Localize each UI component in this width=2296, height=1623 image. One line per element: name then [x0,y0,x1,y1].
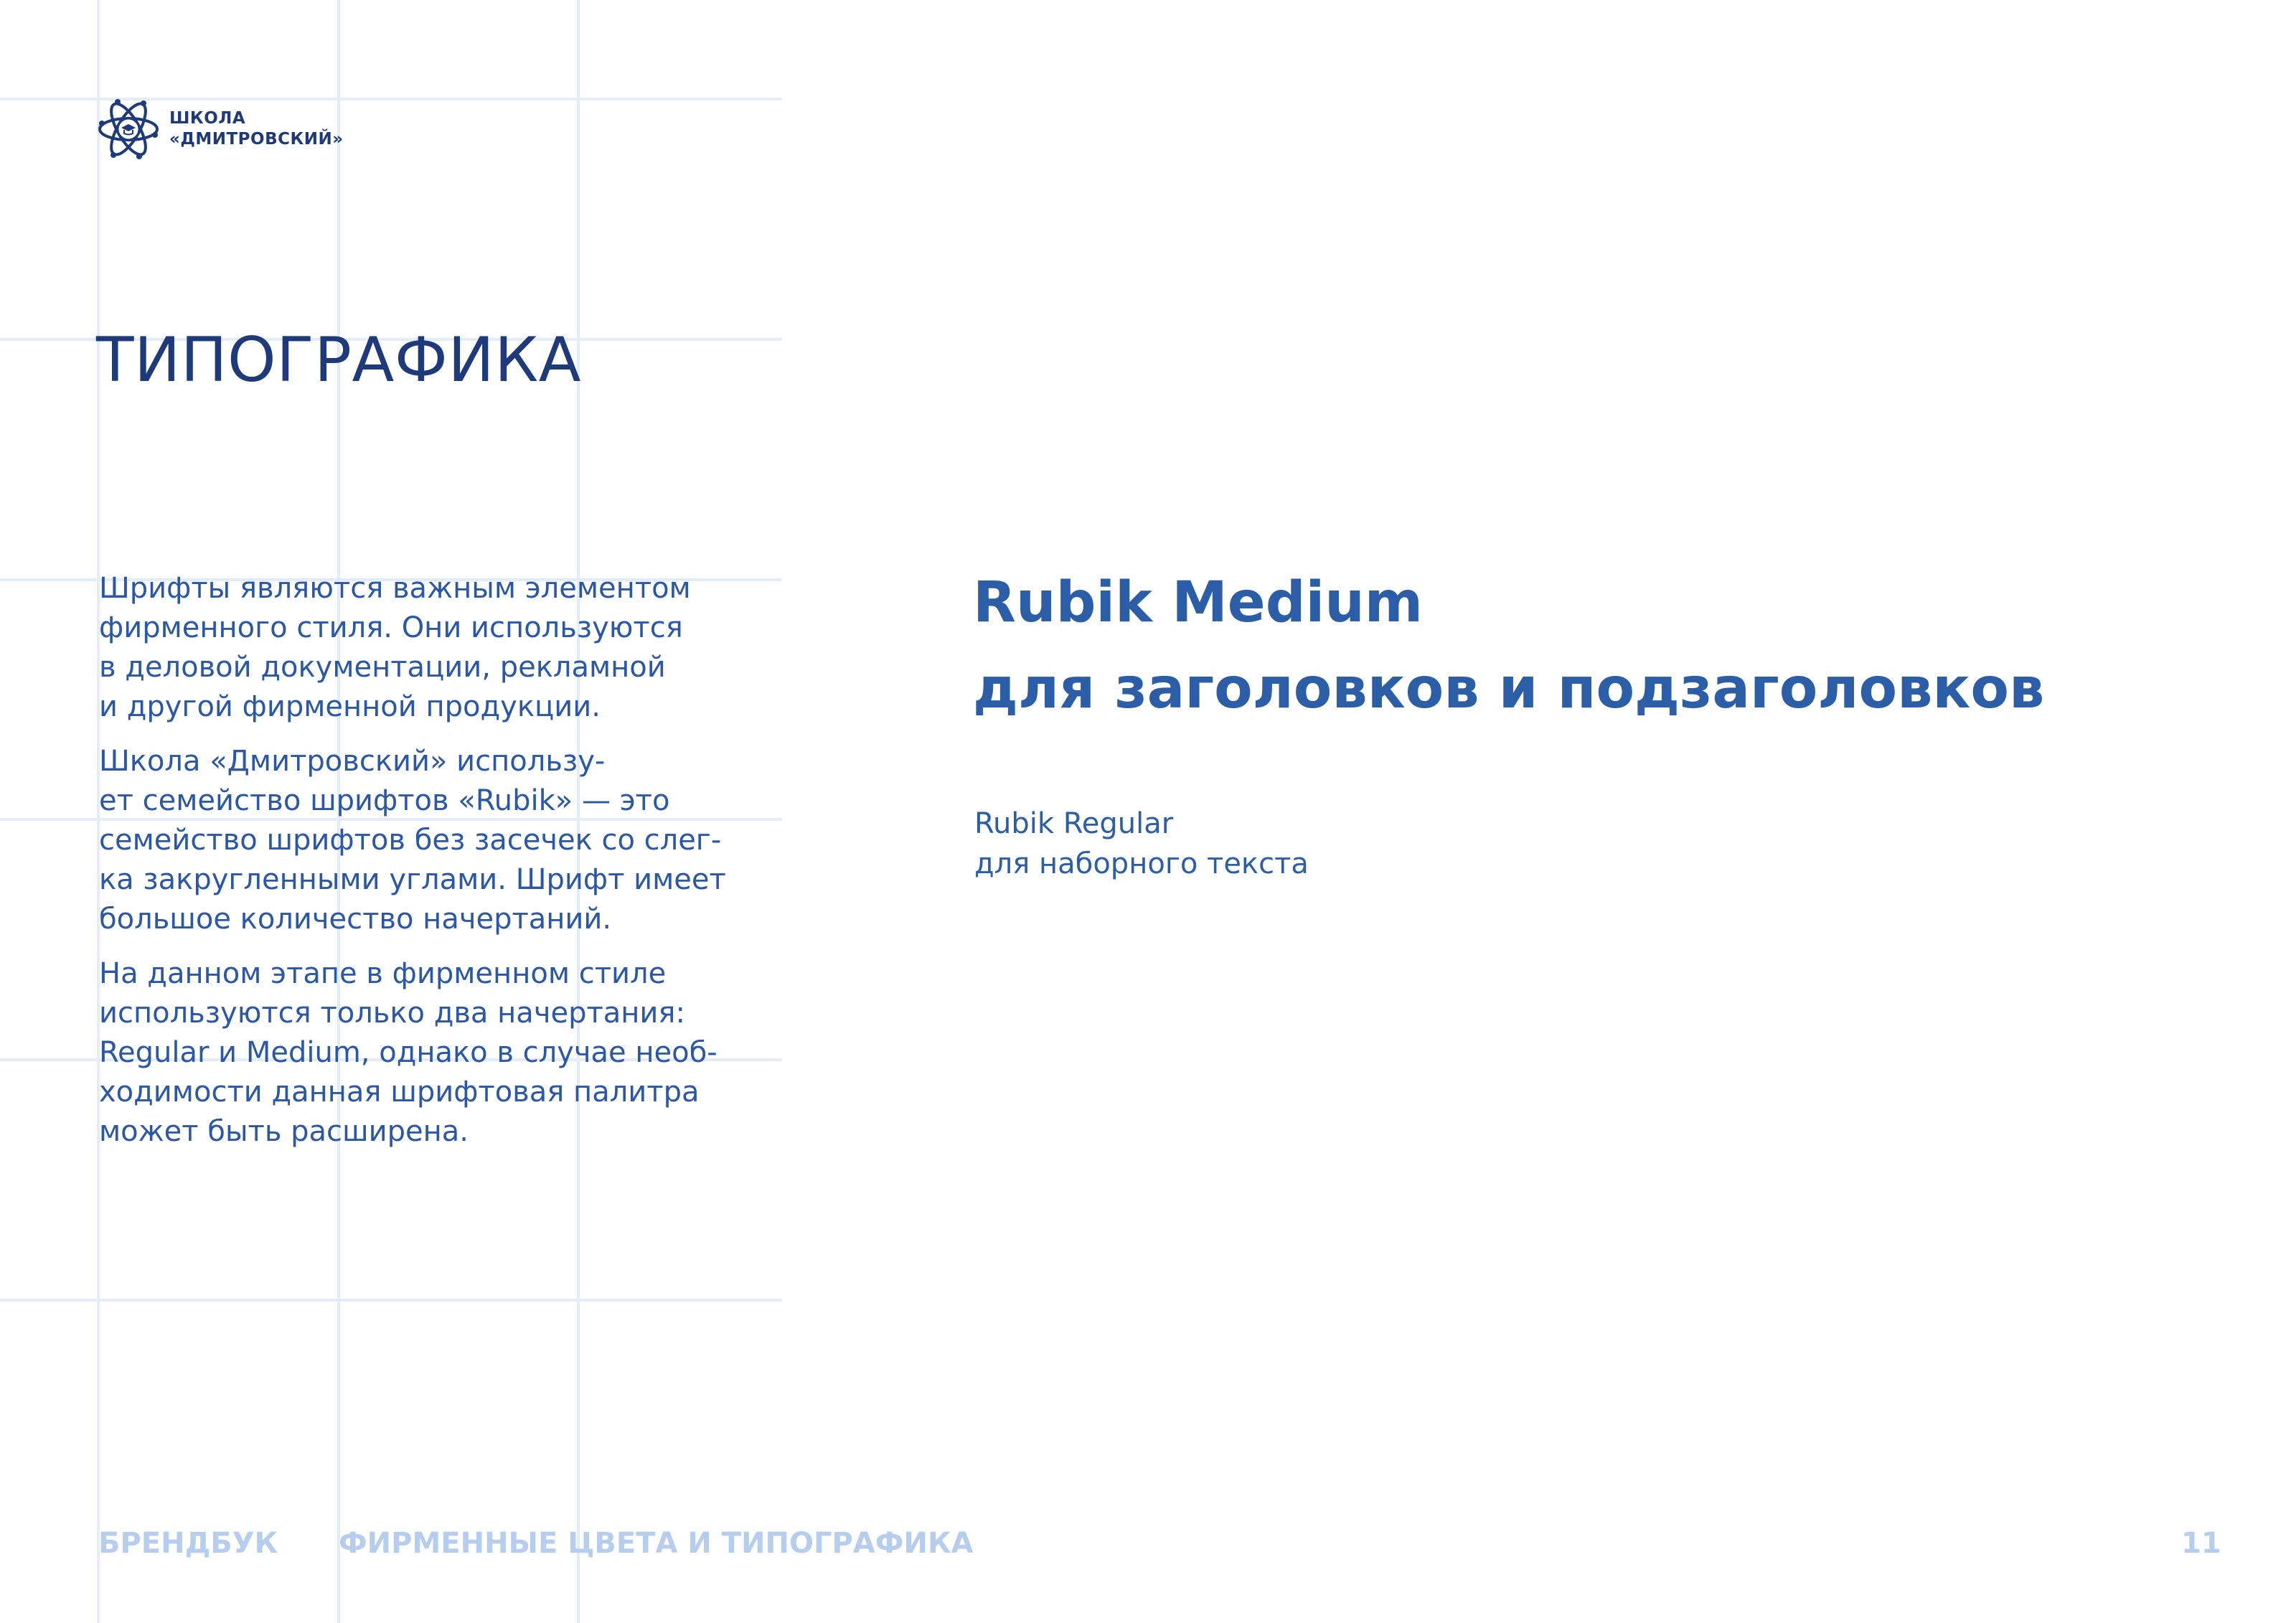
text-line: Regular и Medium, однако в случае необ- [99,1036,718,1069]
font-regular-name: Rubik Regular [974,807,1174,840]
text-line: может быть расширена. [99,1115,469,1148]
grid-line-horizontal [0,1299,782,1302]
footer-section-title: ФИРМЕННЫЕ ЦВЕТА И ТИПОГРАФИКА [339,1527,974,1560]
paragraph-2 [99,742,788,939]
logo-wordmark [169,108,344,150]
body-text [99,569,788,1167]
font-regular-usage: для наборного текста [974,847,1309,880]
page-title: ТИПОГРАФИКА [96,324,582,396]
text-line: используются только два начертания: [99,997,685,1030]
logo-line-2: «ДМИТРОВСКИЙ» [169,130,344,149]
text-line: На данном этапе в фирменном стиле [99,957,667,990]
font-sample-medium [973,560,2044,732]
logo-line-1: ШКОЛА [169,109,246,128]
font-medium-name: Rubik Medium [973,570,1424,635]
school-logo [98,96,344,162]
text-line: и другой фирменной продукции. [99,690,601,723]
text-line: семейство шрифтов без засечек со слег- [99,824,722,857]
text-line: Шрифты являются важным элементом [99,572,691,605]
paragraph-1 [99,569,788,727]
text-line: ходимости данная шрифтовая палитра [99,1076,700,1109]
page-number: 11 [2181,1527,2221,1560]
text-line: в деловой документации, рекламной [99,651,666,684]
text-line: ка закругленными углами. Шрифт имеет [99,863,726,896]
text-line: большое количество начертаний. [99,903,612,936]
paragraph-3 [99,954,788,1152]
font-medium-usage: для заголовков и подзаголовков [973,657,2045,721]
text-line: фирменного стиля. Они используются [99,611,683,644]
text-line: Школа «Дмитровский» использу- [99,745,606,778]
footer-brandbook: БРЕНДБУК [98,1527,278,1560]
atom-emblem-icon [98,96,159,162]
text-line: ет семейство шрифтов «Rubik» — это [99,784,670,817]
font-sample-regular [974,804,1309,884]
